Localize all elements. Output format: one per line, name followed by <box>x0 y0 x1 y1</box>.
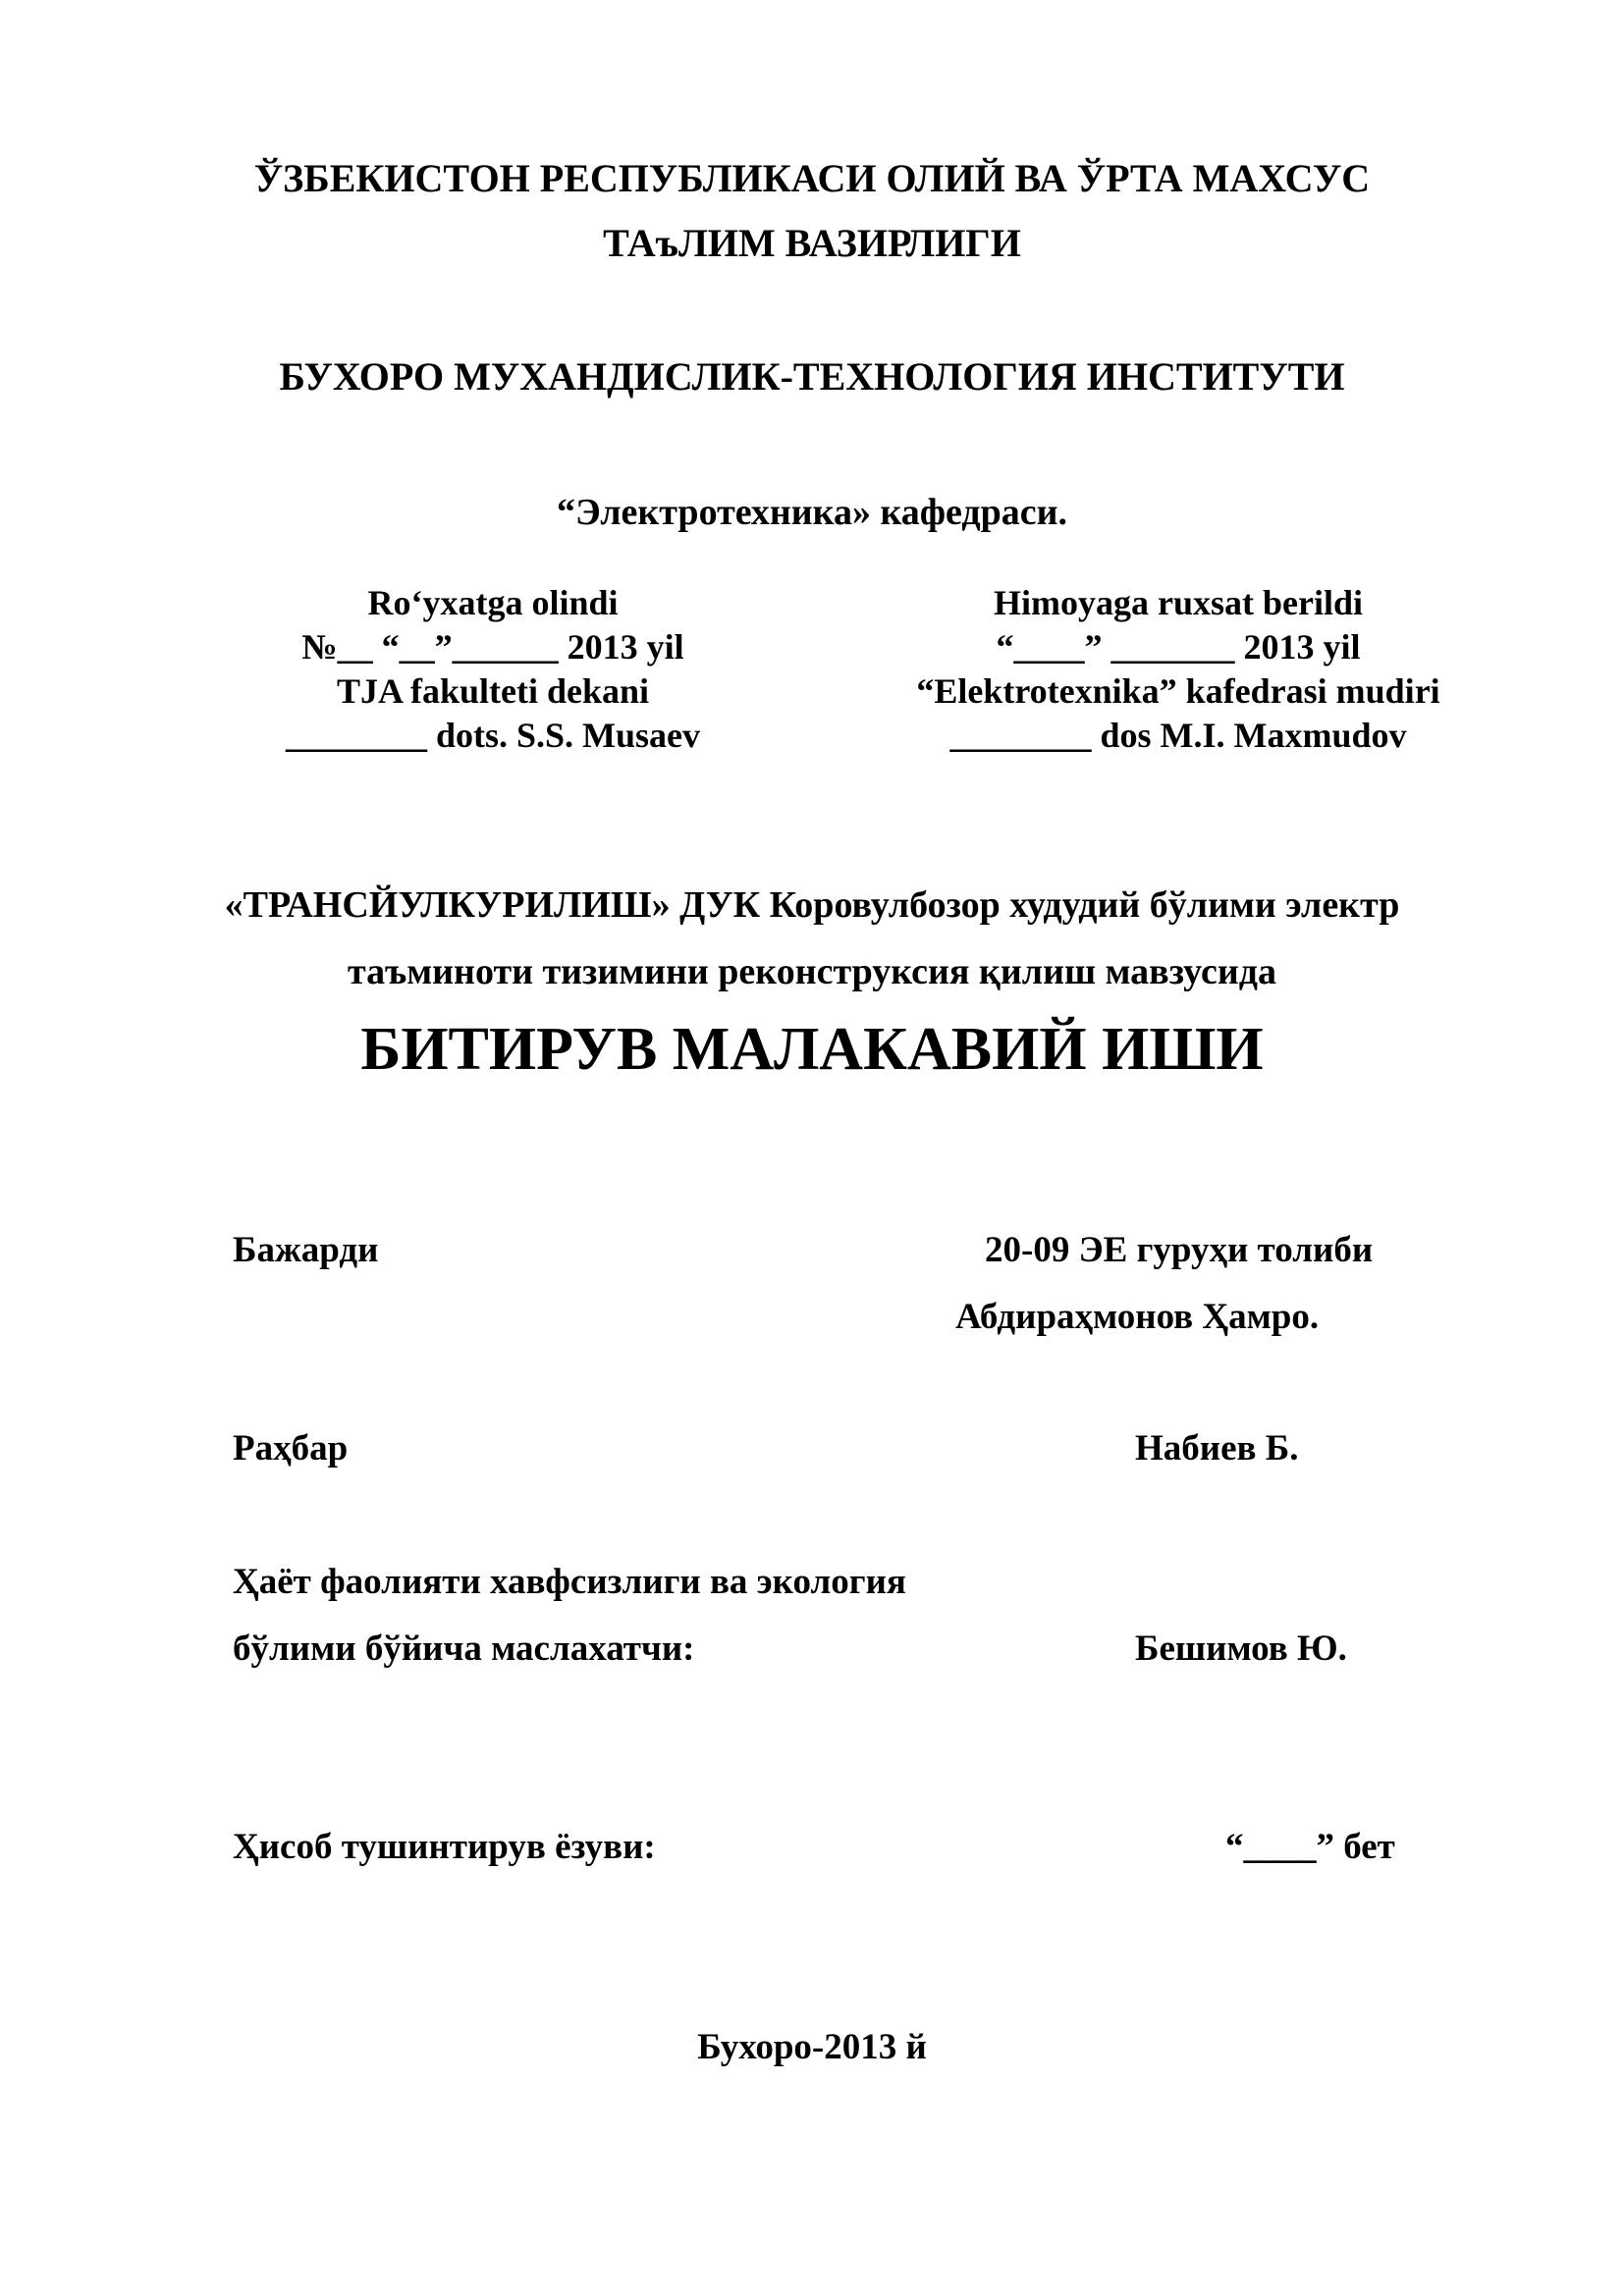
institute-name: БУХОРО МУХАНДИСЛИК-ТЕХНОЛОГИЯ ИНСТИТУТИ <box>279 354 1345 399</box>
topic-line-1: «ТРАНСЙУЛКУРИЛИШ» ДУК Коровулбозор худудий бўлими электр <box>224 884 1400 926</box>
defense-approval-block <box>874 581 1483 758</box>
report-label: Ҳисоб тушинтирув ёзуви: <box>233 1827 656 1867</box>
defense-approval-role: “Elektrotexnika” kafedrasi mudiri <box>916 671 1440 711</box>
topic-line-2: таъминоти тизимини реконструксия қилиш мавзусида <box>347 951 1276 992</box>
city-year: Бухоро-2013 й <box>697 2027 927 2067</box>
ministry-line-2: ТАъЛИМ ВАЗИРЛИГИ <box>603 221 1021 265</box>
registration-title: Ro‘yxatga olindi <box>367 583 619 622</box>
report-pages: “____” бет <box>1225 1827 1395 1867</box>
consultant-name: Бешимов Ю. <box>1135 1629 1347 1669</box>
registration-block <box>189 581 797 758</box>
consultant-label-line-1: Ҳаёт фаолияти хавфсизлиги ва экология <box>233 1562 906 1602</box>
defense-approval-signature: ________ dos M.I. Maxmudov <box>949 716 1407 755</box>
registration-signature: ________ dots. S.S. Musaev <box>285 716 701 755</box>
registration-number-line: №__ “__”______ 2013 yil <box>301 627 684 667</box>
registration-role: TJA fakulteti dekani <box>336 671 650 711</box>
performed-group: 20-09 ЭЕ гуруҳи толиби <box>985 1230 1374 1270</box>
department-name: “Электротехника» кафедраси. <box>556 492 1068 533</box>
performed-name: Абдираҳмонов Ҳамро. <box>955 1297 1320 1337</box>
consultant-label-line-2: бўлими бўйича маслахатчи: <box>233 1629 695 1669</box>
work-title: БИТИРУВ МАЛАКАВИЙ ИШИ <box>360 1016 1264 1083</box>
supervisor-name: Набиев Б. <box>1135 1428 1299 1468</box>
defense-approval-title: Himoyaga ruxsat berildi <box>994 583 1363 622</box>
supervisor-label: Раҳбар <box>233 1428 349 1468</box>
performed-label: Бажарди <box>233 1230 379 1270</box>
defense-approval-date-line: “____” _______ 2013 yil <box>996 627 1361 667</box>
ministry-line-1: ЎЗБЕКИСТОН РЕСПУБЛИКАСИ ОЛИЙ ВА ЎРТА МАХСУС <box>253 156 1371 200</box>
